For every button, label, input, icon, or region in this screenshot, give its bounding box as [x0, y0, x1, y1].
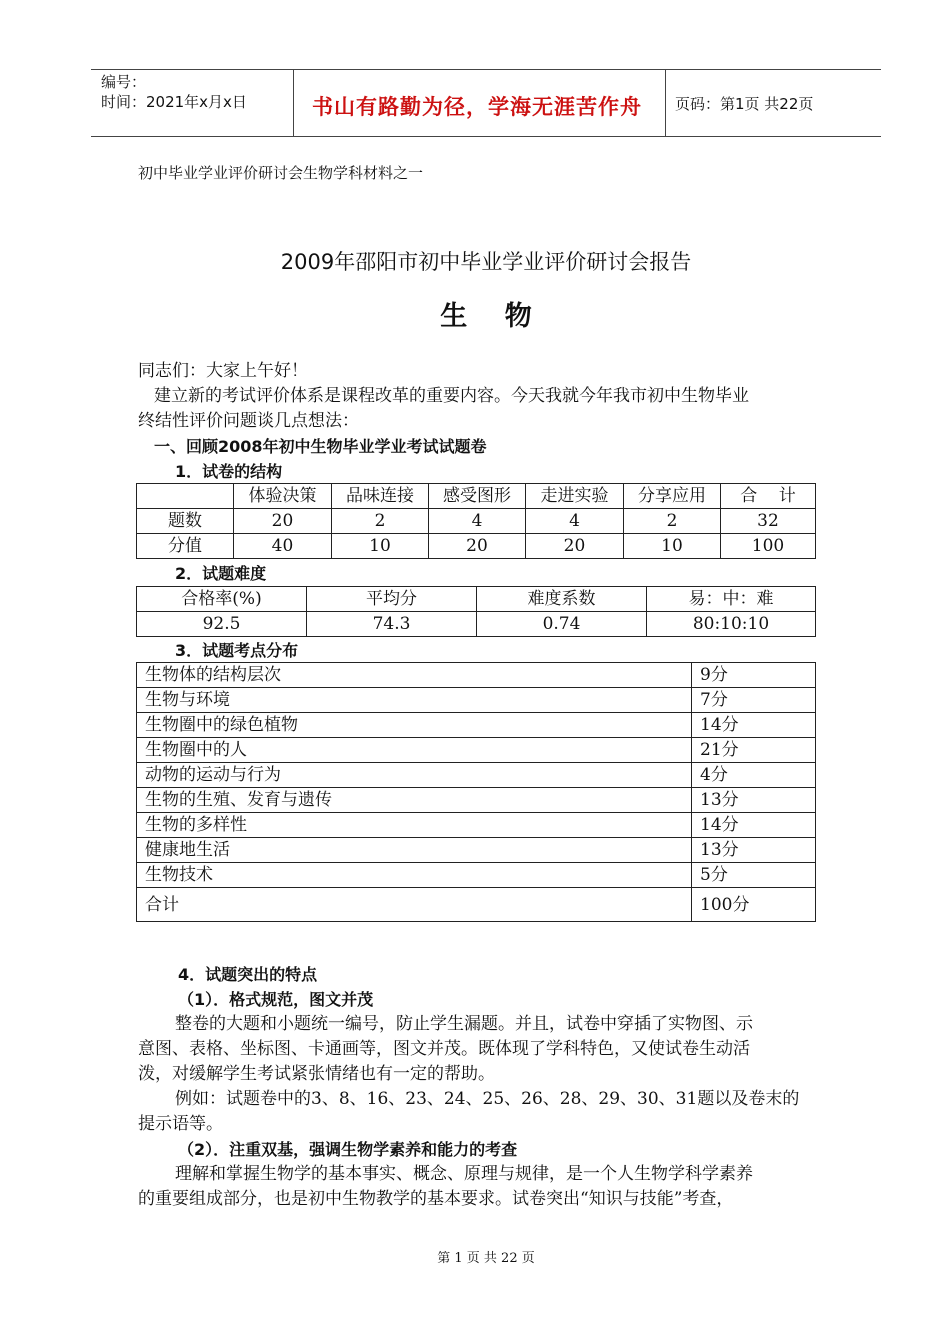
- section-heading: 一、回顾2008年初中生物毕业学业考试试题卷: [154, 437, 487, 456]
- table-cell: 21分: [692, 738, 816, 763]
- table-row: [137, 612, 816, 637]
- table-cell: 92.5: [137, 612, 307, 637]
- table-row: [137, 888, 816, 922]
- paragraph-line: 意图、表格、坐标图、卡通画等，图文并茂。既体现了学科特色，又使试卷生动活: [138, 1039, 750, 1059]
- table-cell: 2: [332, 509, 429, 534]
- table-row: [137, 763, 816, 788]
- table-cell: 13分: [692, 838, 816, 863]
- subsection-heading: 3．试题考点分布: [175, 641, 299, 660]
- table-cell: 题数: [137, 509, 234, 534]
- table-cell: 20: [429, 534, 526, 559]
- subject-heading: 生 物: [440, 301, 532, 332]
- table-cell: 32: [721, 509, 816, 534]
- table-row: [137, 534, 816, 559]
- table-cell: 平均分: [307, 587, 477, 612]
- table-cell: 4: [526, 509, 624, 534]
- table-cell: 生物的多样性: [137, 813, 692, 838]
- table-cell: [137, 484, 234, 509]
- table-cell: 100分: [692, 888, 816, 922]
- table-cell: 走进实验: [526, 484, 624, 509]
- topic-table: [136, 662, 816, 922]
- header-bottom-rule: [91, 136, 881, 137]
- page-title: 2009年邵阳市初中毕业学业评价研讨会报告: [280, 250, 692, 274]
- header-top-rule: [91, 69, 881, 70]
- table-row: [137, 788, 816, 813]
- table-cell: 14分: [692, 713, 816, 738]
- table-row: [137, 838, 816, 863]
- time-label: 时间：2021年x月x日: [101, 93, 247, 111]
- page-label: 页码：第1页 共22页: [675, 95, 814, 113]
- table-cell: 生物与环境: [137, 688, 692, 713]
- paragraph-heading: （1）．格式规范，图文并茂: [178, 990, 374, 1009]
- table-row: [137, 484, 816, 509]
- table-cell: 生物的生殖、发育与遗传: [137, 788, 692, 813]
- table-cell: 合计: [137, 888, 692, 922]
- greeting: 同志们：大家上午好！: [138, 361, 308, 381]
- difficulty-table: [136, 586, 816, 637]
- paragraph-line: 例如：试题卷中的3、8、16、23、24、25、26、28、29、30、31题以及卷末的: [175, 1089, 800, 1109]
- page-footer: 第 1 页 共 22 页: [437, 1251, 535, 1266]
- table-cell: 10: [332, 534, 429, 559]
- table-row: [137, 713, 816, 738]
- table-cell: 4: [429, 509, 526, 534]
- table-row: [137, 688, 816, 713]
- table-cell: 80:10:10: [647, 612, 816, 637]
- table-cell: 生物技术: [137, 863, 692, 888]
- table-cell: 4分: [692, 763, 816, 788]
- table-cell: 0.74: [477, 612, 647, 637]
- structure-table: [136, 483, 816, 559]
- code-label: 编号：: [101, 73, 147, 91]
- table-cell: 感受图形: [429, 484, 526, 509]
- table-cell: 分享应用: [624, 484, 721, 509]
- header-divider: [293, 69, 294, 136]
- table-cell: 体验决策: [234, 484, 332, 509]
- table-cell: 13分: [692, 788, 816, 813]
- intro-line: 终结性评价问题谈几点想法：: [138, 411, 359, 431]
- table-cell: 74.3: [307, 612, 477, 637]
- table-row: [137, 813, 816, 838]
- table-cell: 100: [721, 534, 816, 559]
- table-cell: 10: [624, 534, 721, 559]
- table-cell: 品味连接: [332, 484, 429, 509]
- table-cell: 难度系数: [477, 587, 647, 612]
- table-cell: 20: [234, 509, 332, 534]
- table-cell: 40: [234, 534, 332, 559]
- table-row: [137, 509, 816, 534]
- header-divider: [665, 69, 666, 136]
- table-cell: 20: [526, 534, 624, 559]
- table-cell: 分值: [137, 534, 234, 559]
- table-cell: 14分: [692, 813, 816, 838]
- paragraph-line: 的重要组成部分，也是初中生物教学的基本要求。试卷突出“知识与技能”考查，: [138, 1189, 734, 1209]
- paragraph-line: 理解和掌握生物学的基本事实、概念、原理与规律，是一个人生物学科学素养: [175, 1164, 753, 1184]
- subsection-heading: 2．试题难度: [175, 564, 267, 583]
- intro-line: 建立新的考试评价体系是课程改革的重要内容。今天我就今年我市初中生物毕业: [154, 386, 749, 406]
- table-cell: 动物的运动与行为: [137, 763, 692, 788]
- table-cell: 2: [624, 509, 721, 534]
- table-cell: 7分: [692, 688, 816, 713]
- table-cell: 5分: [692, 863, 816, 888]
- paragraph-line: 整卷的大题和小题统一编号，防止学生漏题。并且，试卷中穿插了实物图、示: [175, 1014, 753, 1034]
- table-cell: 9分: [692, 663, 816, 688]
- subsection-heading: 1．试卷的结构: [175, 462, 283, 481]
- table-cell: 易：中：难: [647, 587, 816, 612]
- table-row: [137, 587, 816, 612]
- table-row: [137, 663, 816, 688]
- table-row: [137, 738, 816, 763]
- doc-subtitle: 初中毕业学业评价研讨会生物学科材料之一: [138, 164, 424, 182]
- subsection-heading: 4．试题突出的特点: [178, 965, 318, 984]
- motto: 书山有路勤为径，学海无涯苦作舟: [312, 95, 642, 119]
- table-cell: 合格率(%): [137, 587, 307, 612]
- table-cell: 生物圈中的人: [137, 738, 692, 763]
- table-row: [137, 863, 816, 888]
- table-cell: 健康地生活: [137, 838, 692, 863]
- table-cell: 生物圈中的绿色植物: [137, 713, 692, 738]
- paragraph-line: 提示语等。: [138, 1114, 223, 1134]
- paragraph-heading: （2）．注重双基，强调生物学素养和能力的考查: [178, 1140, 518, 1159]
- paragraph-line: 泼，对缓解学生考试紧张情绪也有一定的帮助。: [138, 1064, 495, 1084]
- table-cell: 生物体的结构层次: [137, 663, 692, 688]
- table-cell: 合 计: [721, 484, 816, 509]
